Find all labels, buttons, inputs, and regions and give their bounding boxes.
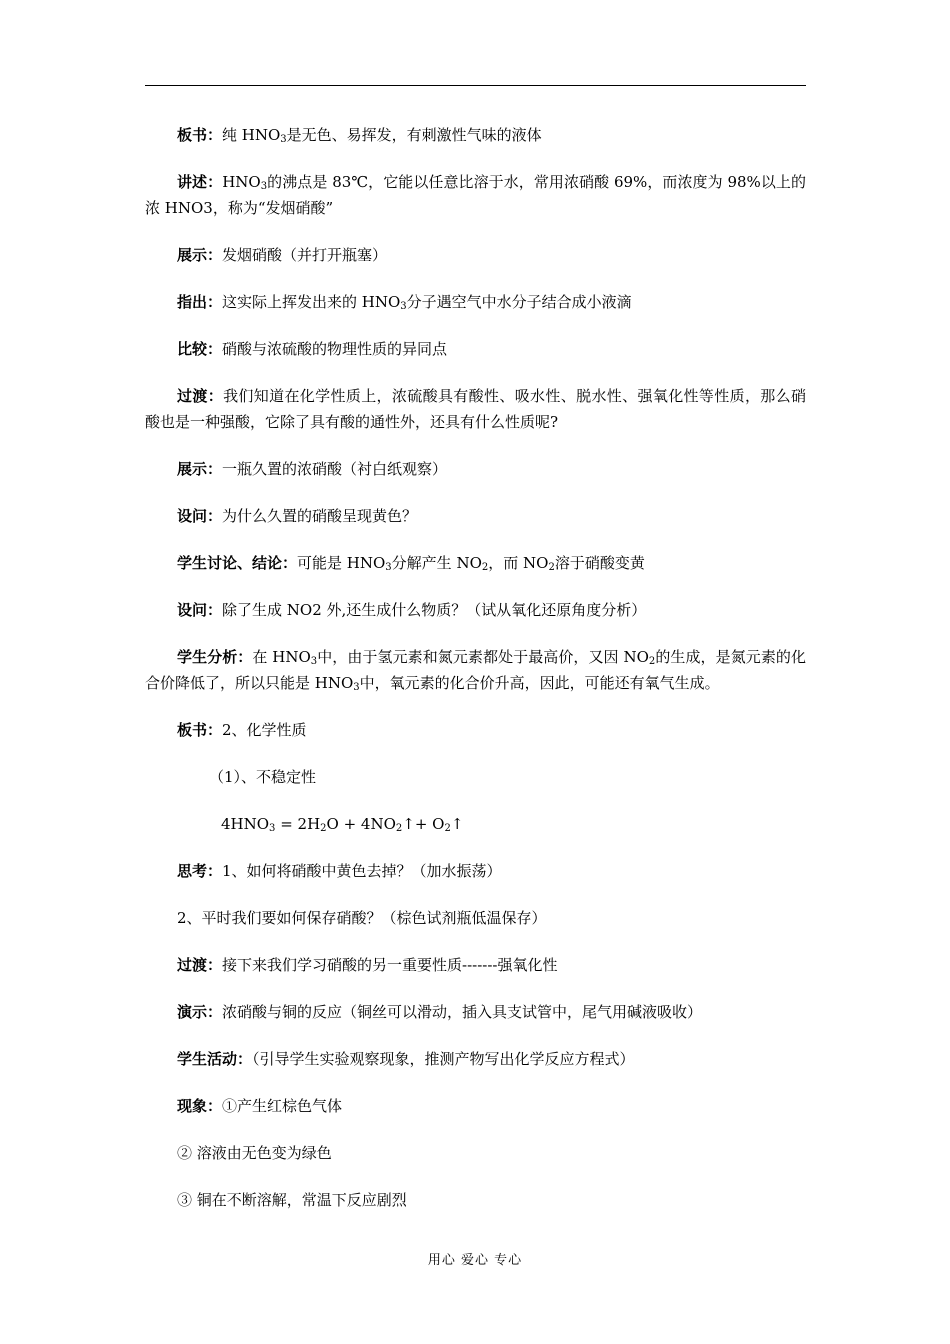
paragraph-discussion: 学生讨论、结论：可能是 $HNO_3$分解产生 $NO_2$，而 $NO_2$溶于硝酸变黄 — [177, 554, 645, 573]
paragraph-question-2: 设问：除了生成 NO2 外,还生成什么物质？（试从氧化还原角度分析） — [177, 601, 647, 619]
paragraph-label: 展示： — [177, 460, 223, 478]
paragraph-label: 学生分析： — [177, 648, 253, 666]
paragraph-point-out: 指出：这实际上挥发出来的 $HNO_3$分子遇空气中水分子结合成小液滴 — [177, 293, 632, 312]
paragraph-analysis: 学生分析：在 $HNO_3$中，由于氢元素和氮元素都处于最高价，又因 $NO_2$的生成，是氮元素的化合价降低了，所以只能是 $HNO_3$中，氧元素的化合价升高，因此，可能还有氧气生成。 — [145, 648, 806, 693]
paragraph-question-1: 设问：为什么久置的硝酸呈现黄色？ — [177, 507, 418, 525]
paragraph-label: 现象： — [177, 1097, 223, 1115]
paragraph-label: 板书： — [177, 721, 223, 739]
paragraph-label: 学生活动： — [177, 1050, 253, 1068]
paragraph-phenomenon: 现象：①产生红棕色气体 — [177, 1097, 343, 1115]
chemical-equation: $4HNO_3 = 2H_2O$ + $4NO_2↑+$ $O_2↑$ — [221, 815, 464, 834]
paragraph-label: 过渡： — [177, 387, 224, 405]
paragraph-label: 设问： — [177, 507, 223, 525]
paragraph-think-2: 2、平时我们要如何保存硝酸？（棕色试剂瓶低温保存） — [177, 909, 547, 927]
paragraph-transition-2: 过渡：接下来我们学习硝酸的另一重要性质-------强氧化性 — [177, 956, 558, 974]
paragraph-compare: 比较：硝酸与浓硫酸的物理性质的异同点 — [177, 340, 448, 358]
paragraph-phenomenon-2: ② 溶液由无色变为绿色 — [177, 1144, 332, 1162]
paragraph-demo: 演示：浓硝酸与铜的反应（铜丝可以滑动，插入具支试管中，尾气用碱液吸收） — [177, 1003, 703, 1021]
paragraph-board-1: 板书：纯 $HNO_3$是无色、易挥发，有刺激性气味的液体 — [177, 126, 542, 145]
paragraph-label: 过渡： — [177, 956, 223, 974]
header-rule — [145, 85, 806, 86]
paragraph-label: 设问： — [177, 601, 223, 619]
paragraph-label: 板书： — [177, 126, 223, 144]
paragraph-label: 学生讨论、结论： — [177, 554, 298, 572]
paragraph-show-1: 展示：发烟硝酸（并打开瓶塞） — [177, 246, 388, 264]
paragraph-label: 比较： — [177, 340, 223, 358]
paragraph-label: 讲述： — [177, 173, 223, 191]
document-body — [145, 122, 806, 1213]
paragraph-label: 指出： — [177, 293, 223, 311]
paragraph-subheading: （1）、不稳定性 — [209, 768, 317, 786]
paragraph-board-2: 板书：2、化学性质 — [177, 721, 307, 739]
paragraph-think: 思考：1、如何将硝酸中黄色去掉？（加水振荡） — [177, 862, 502, 880]
paragraph-label: 思考： — [177, 862, 223, 880]
paragraph-transition-1: 过渡：我们知道在化学性质上，浓硫酸具有酸性、吸水性、脱水性、强氧化性等性质，那么硝酸也是一种强酸，它除了具有酸的通性外，还具有什么性质呢? — [145, 387, 806, 431]
paragraph-show-2: 展示：一瓶久置的浓硝酸（衬白纸观察） — [177, 460, 448, 478]
paragraph-label: 演示： — [177, 1003, 223, 1021]
paragraph-phenomenon-3: ③ 铜在不断溶解，常温下反应剧烈 — [177, 1191, 407, 1209]
paragraph-student-activity: 学生活动：（引导学生实验观察现象，推测产物写出化学反应方程式） — [177, 1050, 635, 1068]
page-footer: 用心 爱心 专心 — [427, 1253, 523, 1268]
paragraph-label: 展示： — [177, 246, 223, 264]
paragraph-lecture: 讲述：$HNO_3$的沸点是 83℃，它能以任意比溶于水，常用浓硝酸 69%，而浓度为 98%以上的浓 HNO3，称为“发烟硝酸” — [145, 173, 806, 217]
